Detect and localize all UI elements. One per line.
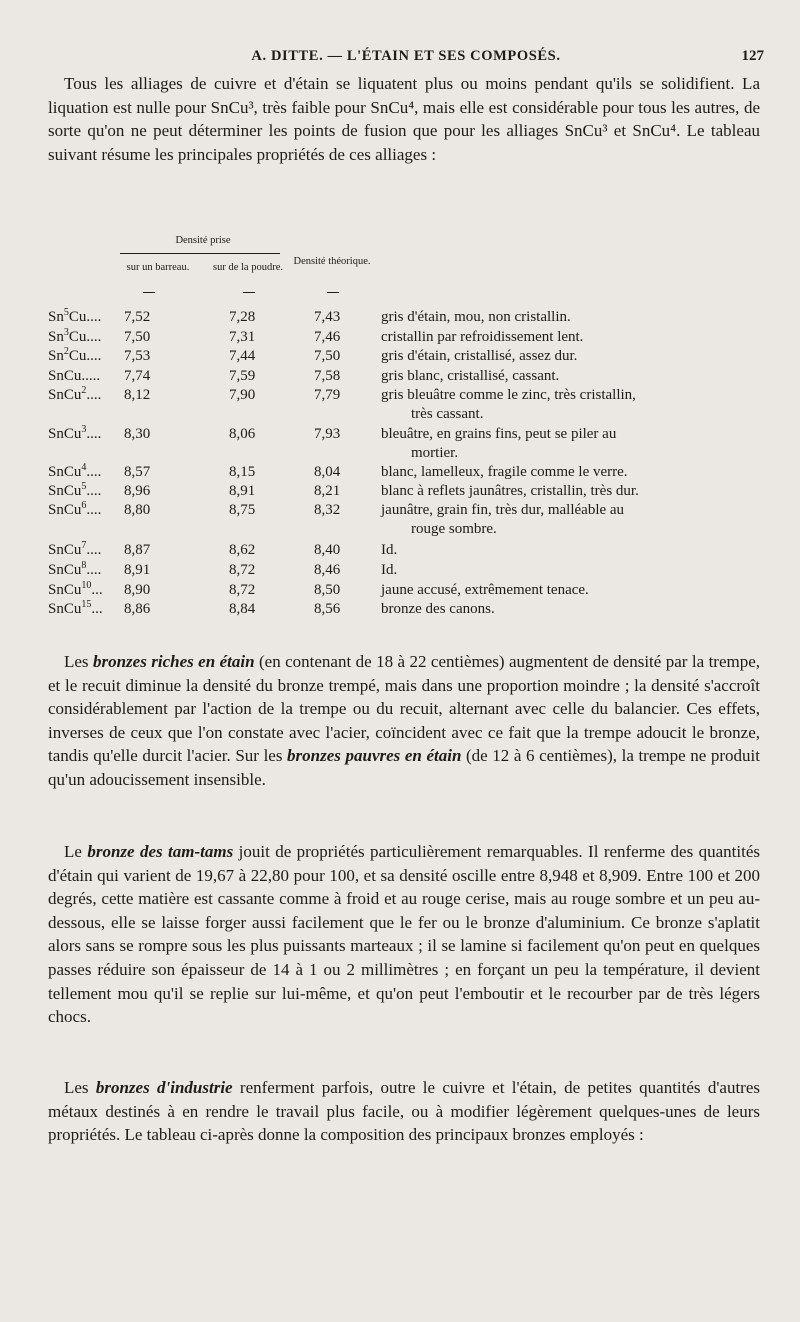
- density-powder-cell: 7,31: [229, 329, 256, 345]
- formula-dots: ....: [86, 562, 102, 578]
- formula-cell: [48, 307, 101, 327]
- formula-dots: ...: [91, 601, 103, 617]
- table-row-continuation: [0, 404, 800, 426]
- p1-text-a: Les: [64, 652, 93, 671]
- paragraph-bronzes-industrie: [48, 1076, 760, 1147]
- p2-text-a: Le: [64, 842, 88, 861]
- formula-dots: ....: [86, 464, 102, 480]
- density-theoretical-cell: 8,46: [314, 562, 341, 578]
- table-row: [0, 540, 800, 562]
- table-row: [0, 560, 800, 582]
- density-powder-cell: 7,28: [229, 309, 256, 325]
- formula-sub-b: 3: [81, 424, 87, 435]
- density-theoretical-cell: 7,43: [314, 309, 341, 325]
- density-theoretical-cell: 8,04: [314, 464, 341, 480]
- density-powder-cell: 7,90: [229, 387, 256, 403]
- formula-mid: Cu: [63, 387, 82, 403]
- formula-base: Sn: [48, 387, 64, 403]
- density-powder-cell: 8,72: [229, 562, 256, 578]
- formula-mid: Cu: [63, 562, 82, 578]
- description-cell: Id.: [381, 542, 398, 558]
- formula-cell: [48, 327, 101, 347]
- formula-mid: Cu: [68, 348, 87, 364]
- formula-cell: [48, 462, 101, 482]
- intro-paragraph: Tous les alliages de cuivre et d'étain se liquatent plus ou moins pendant qu'ils se solidifient. La liquation est nulle pour SnCu³, très faible pour SnCu⁴, mais elle est considérable pour tous les autres, de sorte qu'on ne peut déterminer les points de fusion que pour les alliages SnCu³ et SnCu⁴. Le tableau suivant résume les principales propriétés de ces alliages :: [48, 74, 760, 164]
- formula-sub-b: 6: [81, 500, 87, 511]
- formula-cell: [48, 481, 101, 501]
- formula-dots: ...: [91, 582, 103, 598]
- paragraph-tam-tams: [48, 840, 760, 1029]
- col-header-theoretical: Densité théorique.: [293, 256, 371, 267]
- page-number: 127: [741, 48, 764, 64]
- formula-base: Sn: [48, 483, 64, 499]
- formula-sub-b: 8: [81, 560, 87, 571]
- formula-mid: Cu: [63, 368, 82, 384]
- p1-term-pauvres: bronzes pauvres en étain: [287, 746, 462, 766]
- col-header-powder: sur de la poudre.: [213, 262, 283, 273]
- density-theoretical-cell: 8,32: [314, 502, 341, 518]
- description-continuation: rouge sombre.: [411, 521, 497, 537]
- col-dash-theoretical: [327, 292, 339, 293]
- formula-mid: Cu: [68, 309, 87, 325]
- density-powder-cell: 7,59: [229, 368, 256, 384]
- description-cell: gris d'étain, mou, non cristallin.: [381, 309, 571, 325]
- density-powder-cell: 8,72: [229, 582, 256, 598]
- p2-text-b: jouit de propriétés particulièrement remarquables. Il renferme des quantités d'étain qui varient de 19,67 à 22,80 pour 100, et sa densité oscille entre 8,948 et 8,909. Entre 100 et 200 degrés, cette matière est cassante comme à froid et au rouge cerise, mais au rouge sombre et un peu au-dessous, elle se laisse forger aussi facilement que le fer ou le bronze d'aluminium. Ce bronze s'aplatit alors sans se rompre sous les plus puissants marteaux ; il se lamine si facilement qu'on peut en quelques passes réduire son épaisseur de 14 à 1 ou 2 millimètres ; en forçant un peu la température, il devient tellement mou qu'il se replie sur lui-même, et qu'on peut l'emboutir et le recourber par de très légers chocs.: [48, 842, 760, 1027]
- description-continuation: très cassant.: [411, 406, 484, 422]
- description-cell: jaune accusé, extrêmement tenace.: [381, 582, 589, 598]
- formula-base: Sn: [48, 601, 64, 617]
- col-dash-powder: [243, 292, 255, 293]
- p3-term-industrie: bronzes d'industrie: [95, 1078, 233, 1097]
- table-row-continuation: [0, 519, 800, 541]
- table-row: [0, 599, 800, 621]
- density-powder-cell: 8,15: [229, 464, 256, 480]
- formula-mid: Cu: [63, 542, 82, 558]
- density-bar-cell: 7,52: [124, 309, 151, 325]
- formula-base: Sn: [48, 426, 64, 442]
- density-theoretical-cell: 7,58: [314, 368, 341, 384]
- formula-base: Sn: [48, 348, 64, 364]
- formula-cell: [48, 599, 103, 619]
- formula-dots: ....: [86, 348, 102, 364]
- formula-cell: [48, 560, 101, 580]
- formula-dots: ....: [86, 502, 102, 518]
- table-row: [0, 307, 800, 329]
- table-row: [0, 346, 800, 368]
- formula-base: Sn: [48, 464, 64, 480]
- formula-dots: ....: [86, 542, 102, 558]
- col-dash-bar: [143, 292, 155, 293]
- formula-sub-b: 15: [81, 599, 92, 610]
- formula-sub-b: 10: [81, 580, 92, 591]
- density-bar-cell: 8,12: [124, 387, 151, 403]
- density-group-header: Densité prise: [175, 235, 231, 246]
- description-cell: bronze des canons.: [381, 601, 495, 617]
- formula-dots: ....: [86, 483, 102, 499]
- p1-term-riches: bronzes riches en étain: [92, 652, 255, 671]
- density-bar-cell: 8,30: [124, 426, 151, 442]
- formula-base: Sn: [48, 502, 64, 518]
- p1-text-c: (de 12 à 6 centièmes), la trempe ne produit qu'un adoucissement insensible.: [48, 746, 760, 789]
- density-bar-cell: 8,80: [124, 502, 151, 518]
- formula-base: Sn: [48, 542, 64, 558]
- density-theoretical-cell: 8,21: [314, 483, 341, 499]
- formula-mid: Cu: [63, 502, 82, 518]
- formula-sub-b: 4: [81, 462, 87, 473]
- description-cell: blanc, lamelleux, fragile comme le verre.: [381, 464, 628, 480]
- density-powder-cell: 8,62: [229, 542, 256, 558]
- density-powder-cell: 8,75: [229, 502, 256, 518]
- density-bar-cell: 8,91: [124, 562, 151, 578]
- density-bar-cell: 8,87: [124, 542, 151, 558]
- density-brace-rule: [120, 253, 280, 254]
- description-cell: blanc à reflets jaunâtres, cristallin, très dur.: [381, 483, 639, 499]
- formula-dots: .....: [81, 368, 101, 384]
- density-powder-cell: 8,91: [229, 483, 256, 499]
- description-cell: Id.: [381, 562, 398, 578]
- formula-cell: [48, 580, 103, 600]
- formula-dots: ....: [86, 329, 102, 345]
- formula-sub-b: 2: [81, 385, 87, 396]
- density-theoretical-cell: 7,79: [314, 387, 341, 403]
- formula-dots: ....: [86, 426, 102, 442]
- formula-base: Sn: [48, 582, 64, 598]
- density-bar-cell: 7,50: [124, 329, 151, 345]
- formula-base: Sn: [48, 368, 64, 384]
- density-theoretical-cell: 7,93: [314, 426, 341, 442]
- formula-base: Sn: [48, 562, 64, 578]
- description-cell: cristallin par refroidissement lent.: [381, 329, 584, 345]
- description-continuation: mortier.: [411, 445, 459, 461]
- density-theoretical-cell: 8,56: [314, 601, 341, 617]
- density-powder-cell: 7,44: [229, 348, 256, 364]
- density-bar-cell: 7,53: [124, 348, 151, 364]
- formula-mid: Cu: [63, 426, 82, 442]
- formula-sub-a: 3: [63, 327, 69, 338]
- formula-sub-a: 2: [63, 346, 69, 357]
- description-cell: gris d'étain, cristallisé, assez dur.: [381, 348, 578, 364]
- col-header-bar: sur un barreau.: [126, 262, 190, 273]
- formula-mid: Cu: [63, 601, 82, 617]
- p3-text-b: renferment parfois, outre le cuivre et l'étain, de petites quantités d'autres métaux destinés à en rendre le travail plus facile, ou à modifier légèrement quelques-unes de leurs propriétés. Le tableau ci-après donne la composition des principaux bronzes employés :: [48, 1078, 760, 1145]
- formula-cell: [48, 385, 101, 405]
- p3-text-a: Les: [64, 1078, 96, 1097]
- description-cell: gris blanc, cristallisé, cassant.: [381, 368, 560, 384]
- paragraph-bronzes-riches: [48, 650, 760, 792]
- formula-sub-a: 5: [63, 307, 69, 318]
- formula-mid: Cu: [68, 329, 87, 345]
- density-bar-cell: 8,57: [124, 464, 151, 480]
- density-powder-cell: 8,06: [229, 426, 256, 442]
- description-cell: bleuâtre, en grains fins, peut se piler au: [381, 426, 617, 442]
- description-cell: gris bleuâtre comme le zinc, très cristallin,: [381, 387, 636, 403]
- formula-cell: [48, 540, 101, 560]
- p1-text-b: (en contenant de 18 à 22 centièmes) augmentent de densité par la trempe, et le recuit diminue la densité du bronze trempé, mais dans une proportion moindre ; la densité s'accroît considérablement par l'action de la trempe ou du recuit, alternant avec celle du balancier. Ces effets, inverses de ceux que l'on constate avec l'acier, coïncident avec ce fait que la trempe adoucit le bronze, tandis qu'elle durcit l'acier. Sur les: [48, 652, 761, 766]
- formula-mid: Cu: [63, 483, 82, 499]
- density-powder-cell: 8,84: [229, 601, 256, 617]
- density-bar-cell: 7,74: [124, 368, 151, 384]
- description-cell: jaunâtre, grain fin, très dur, malléable au: [381, 502, 625, 518]
- density-theoretical-cell: 7,46: [314, 329, 341, 345]
- density-theoretical-cell: 7,50: [314, 348, 341, 364]
- formula-cell: [48, 500, 101, 520]
- formula-sub-b: 7: [81, 540, 87, 551]
- formula-base: Sn: [48, 329, 64, 345]
- running-header: [48, 48, 764, 74]
- formula-cell: [48, 366, 100, 386]
- formula-cell: [48, 346, 101, 366]
- p2-term-tam-tams: bronze des tam-tams: [87, 842, 234, 861]
- formula-dots: ....: [86, 387, 102, 403]
- density-theoretical-cell: 8,50: [314, 582, 341, 598]
- density-bar-cell: 8,96: [124, 483, 151, 499]
- density-bar-cell: 8,86: [124, 601, 151, 617]
- formula-mid: Cu: [63, 464, 82, 480]
- density-theoretical-cell: 8,40: [314, 542, 341, 558]
- running-title: A. DITTE. — L'ÉTAIN ET SES COMPOSÉS.: [251, 48, 561, 64]
- formula-mid: Cu: [63, 582, 82, 598]
- formula-cell: [48, 424, 101, 444]
- formula-base: Sn: [48, 309, 64, 325]
- density-bar-cell: 8,90: [124, 582, 151, 598]
- formula-sub-b: 5: [81, 481, 87, 492]
- formula-dots: ....: [86, 309, 102, 325]
